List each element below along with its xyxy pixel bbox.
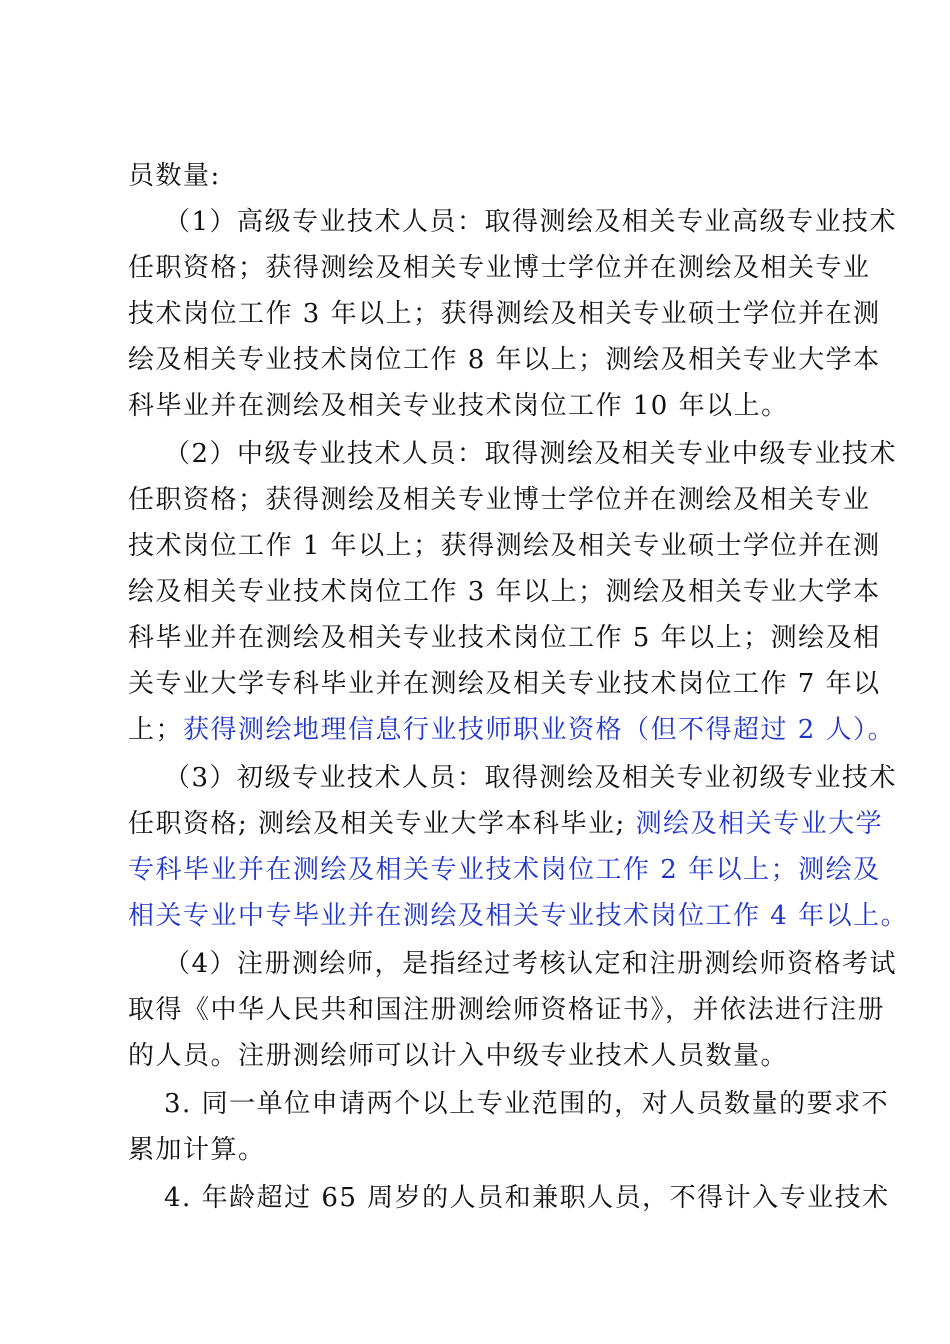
text-line: [128, 893, 909, 939]
text-line: 累加计算。: [128, 1135, 266, 1165]
text-line: 绘及相关专业技术岗位工作 3 年以上；测绘及相关专业大学本: [128, 577, 881, 607]
highlighted-text: 测绘及相关专业大学: [635, 809, 884, 839]
text-line: 任职资格；获得测绘及相关专业博士学位并在测绘及相关专业: [128, 485, 871, 515]
item-3-line: 3. 同一单位申请两个以上专业范围的，对人员数量的要求不: [164, 1089, 890, 1119]
item-4-line: 4. 年龄超过 65 周岁的人员和兼职人员，不得计入专业技术: [164, 1183, 890, 1213]
highlighted-text: 相关专业中专毕业并在测绘及相关专业技术岗位工作 4 年以上。: [128, 901, 909, 931]
text-line: 任职资格；获得测绘及相关专业博士学位并在测绘及相关专业: [128, 253, 871, 283]
paragraph-2-line: （2）中级专业技术人员：取得测绘及相关专业中级专业技术: [164, 439, 898, 469]
paragraph-4-line: （4）注册测绘师，是指经过考核认定和注册测绘师资格考试: [164, 949, 898, 979]
text-line: 关专业大学专科毕业并在测绘及相关专业技术岗位工作 7 年以: [128, 669, 881, 699]
text-line: 任职资格; 测绘及相关专业大学本科毕业; 测绘及相关专业大学: [128, 809, 884, 839]
text-line: 科毕业并在测绘及相关专业技术岗位工作 10 年以上。: [128, 391, 789, 421]
paragraph-3-line: （3）初级专业技术人员：取得测绘及相关专业初级专业技术: [164, 763, 898, 793]
text-line: 的人员。注册测绘师可以计入中级专业技术人员数量。: [128, 1041, 789, 1071]
text-line: [128, 847, 881, 893]
paragraph-1-line: （1）高级专业技术人员：取得测绘及相关专业高级专业技术: [164, 207, 898, 237]
text-line: 上；获得测绘地理信息行业技师职业资格（但不得超过 2 人）。: [128, 715, 896, 745]
text-line: 科毕业并在测绘及相关专业技术岗位工作 5 年以上；测绘及相: [128, 623, 881, 653]
text-line: 取得《中华人民共和国注册测绘师资格证书》，并依法进行注册: [128, 995, 886, 1025]
highlighted-text: 获得测绘地理信息行业技师职业资格（但不得超过 2 人）。: [183, 715, 896, 745]
text-line: 技术岗位工作 3 年以上；获得测绘及相关专业硕士学位并在测: [128, 299, 881, 329]
highlighted-text: 专科毕业并在测绘及相关专业技术岗位工作 2 年以上；测绘及: [128, 855, 881, 885]
text-line: 绘及相关专业技术岗位工作 8 年以上；测绘及相关专业大学本: [128, 345, 881, 375]
text-line: 员数量:: [128, 161, 221, 191]
text-line: 技术岗位工作 1 年以上；获得测绘及相关专业硕士学位并在测: [128, 531, 881, 561]
